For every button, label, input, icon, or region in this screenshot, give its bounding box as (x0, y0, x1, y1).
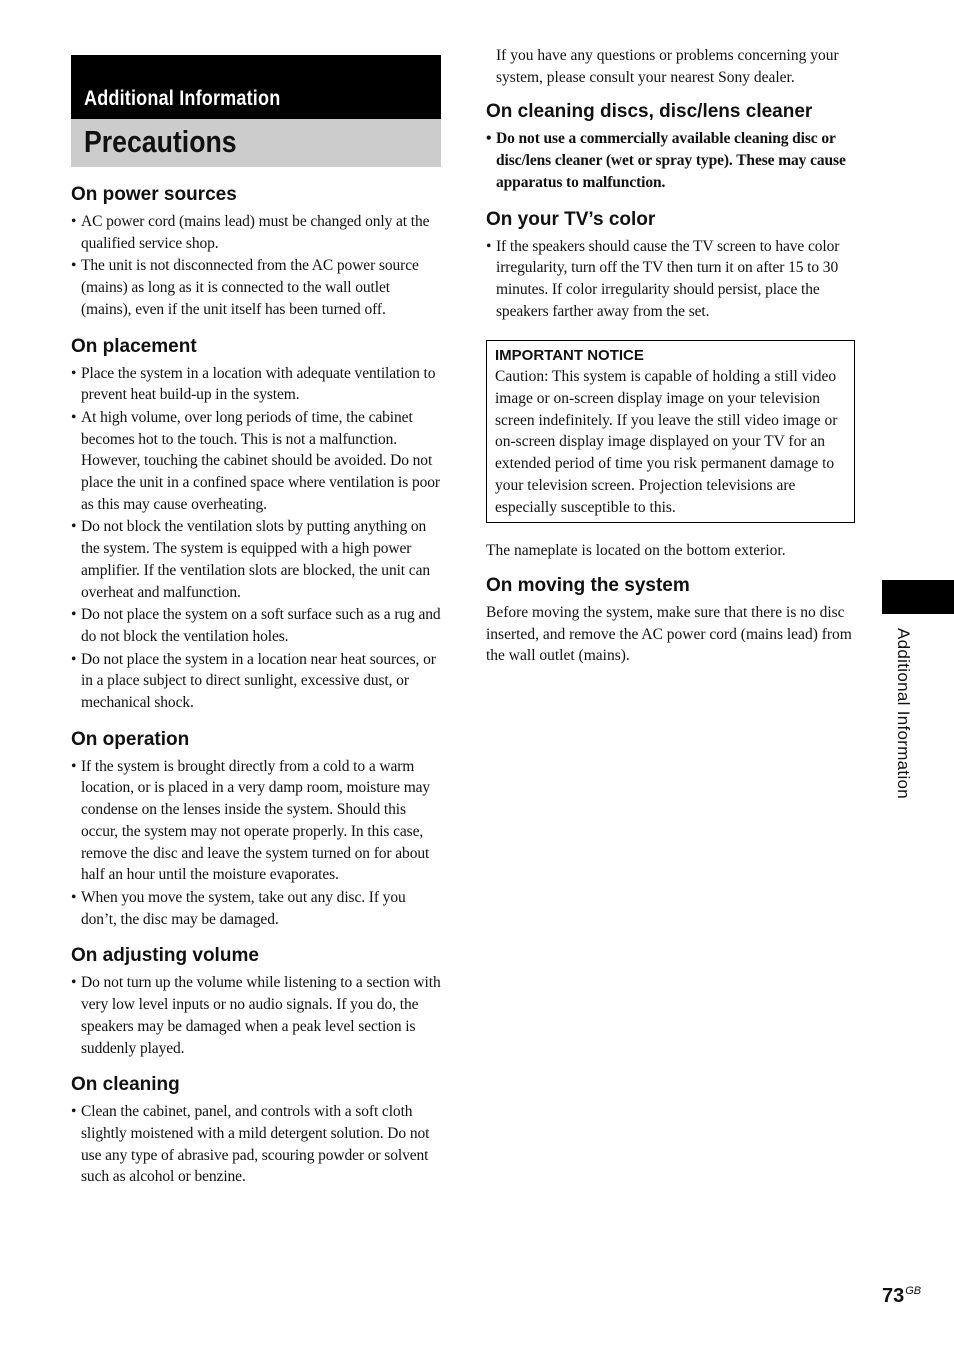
heading-moving-system: On moving the system (486, 574, 690, 596)
list-item: • AC power cord (mains lead) must be changed only at the qualified service shop. (71, 211, 441, 254)
page-title: Precautions (84, 124, 237, 159)
list-item: • Do not turn up the volume while listening to a section with very low level inputs or no audio signals. If you do, the speakers may be damaged when a peak level section is suddenly played. (71, 972, 441, 1059)
heading-operation: On operation (71, 728, 190, 750)
heading-adjusting-volume: On adjusting volume (71, 945, 259, 967)
heading-power-sources: On power sources (71, 184, 237, 205)
list-cleaning (71, 1101, 441, 1188)
notice-title: IMPORTANT NOTICE (495, 347, 644, 365)
list-adjusting-volume (71, 972, 441, 1059)
list-item: • Do not place the system on a soft surface such as a rug and do not block the ventilation holes. (71, 604, 441, 647)
section-title: Additional Information (84, 87, 281, 110)
page-number (882, 1285, 921, 1308)
list-placement (71, 363, 441, 714)
list-item: • Place the system in a location with adequate ventilation to prevent heat build-up in the system. (71, 363, 441, 406)
list-power-sources (71, 211, 441, 321)
nameplate-text: The nameplate is located on the bottom exterior. (486, 542, 786, 560)
list-item: • Clean the cabinet, panel, and controls with a soft cloth slightly moistened with a mild detergent solution. Do not use any type of abrasive pad, scouring powder or solvent such as alcohol or benzine. (71, 1101, 441, 1188)
list-item: • At high volume, over long periods of time, the cabinet becomes hot to the touch. This is not a malfunction. However, touching the cabinet should be avoided. Do not place the unit in a confined space where ventilation is poor as this may cause overheating. (71, 407, 441, 516)
list-item: • The unit is not disconnected from the AC power source (mains) as long as it is connected to the wall outlet (mains), even if the unit itself has been turned off. (71, 255, 441, 320)
important-notice-box (486, 340, 855, 523)
moving-text: Before moving the system, make sure that there is no disc inserted, and remove the AC power cord (mains lead) from the wall outlet (mains). (486, 603, 852, 665)
heading-cleaning-discs: On cleaning discs, disc/lens cleaner (486, 101, 813, 123)
notice-body: Caution: This system is capable of holding a still video image or on-screen display image on your television screen indefinitely. If you leave the still video image or on-screen display image displayed on your TV for an extended period of time you risk permanent damage to your television screen. Projection televisions are especially susceptible to this. (495, 368, 838, 516)
page-number-value: 73 (882, 1285, 905, 1307)
list-cleaning-discs (486, 128, 856, 193)
list-item: • Do not place the system in a location near heat sources, or in a place subject to direct sunlight, excessive dust, or mechanical shock. (71, 649, 441, 714)
heading-placement: On placement (71, 335, 197, 357)
heading-tv-color: On your TV’s color (486, 208, 656, 230)
list-item: • Do not use a commercially available cleaning disc or disc/lens cleaner (wet or spray type). These may cause apparatus to malfunction. (486, 128, 856, 193)
list-operation (71, 756, 441, 931)
side-label: Additional Information (894, 628, 913, 800)
list-item: • If the speakers should cause the TV screen to have color irregularity, turn off the TV then turn it on after 15 to 30 minutes. If color irregularity should persist, place the speakers farther away from the set. (486, 236, 856, 323)
intro-text: If you have any questions or problems concerning your system, please consult your nearest Sony dealer. (496, 47, 839, 86)
heading-cleaning: On cleaning (71, 1074, 180, 1096)
page-number-suffix: GB (905, 1285, 922, 1297)
list-item: • Do not block the ventilation slots by putting anything on the system. The system is equipped with a high power amplifier. If the ventilation slots are blocked, the unit can overheat and malfunction. (71, 516, 441, 603)
section-banner (71, 55, 441, 119)
list-item: • If the system is brought directly from a cold to a warm location, or is placed in a very damp room, moisture may condense on the lenses inside the system. Should this occur, the system may not operate properly. In this case, remove the disc and leave the system turned on for about half an hour until the moisture evaporates. (71, 756, 441, 886)
side-tab-marker (882, 580, 954, 614)
left-column (71, 55, 441, 1188)
list-tv-color (486, 236, 856, 323)
right-column (486, 45, 856, 667)
list-item: • When you move the system, take out any disc. If you don’t, the disc may be damaged. (71, 887, 441, 930)
page-title-banner (71, 119, 441, 167)
